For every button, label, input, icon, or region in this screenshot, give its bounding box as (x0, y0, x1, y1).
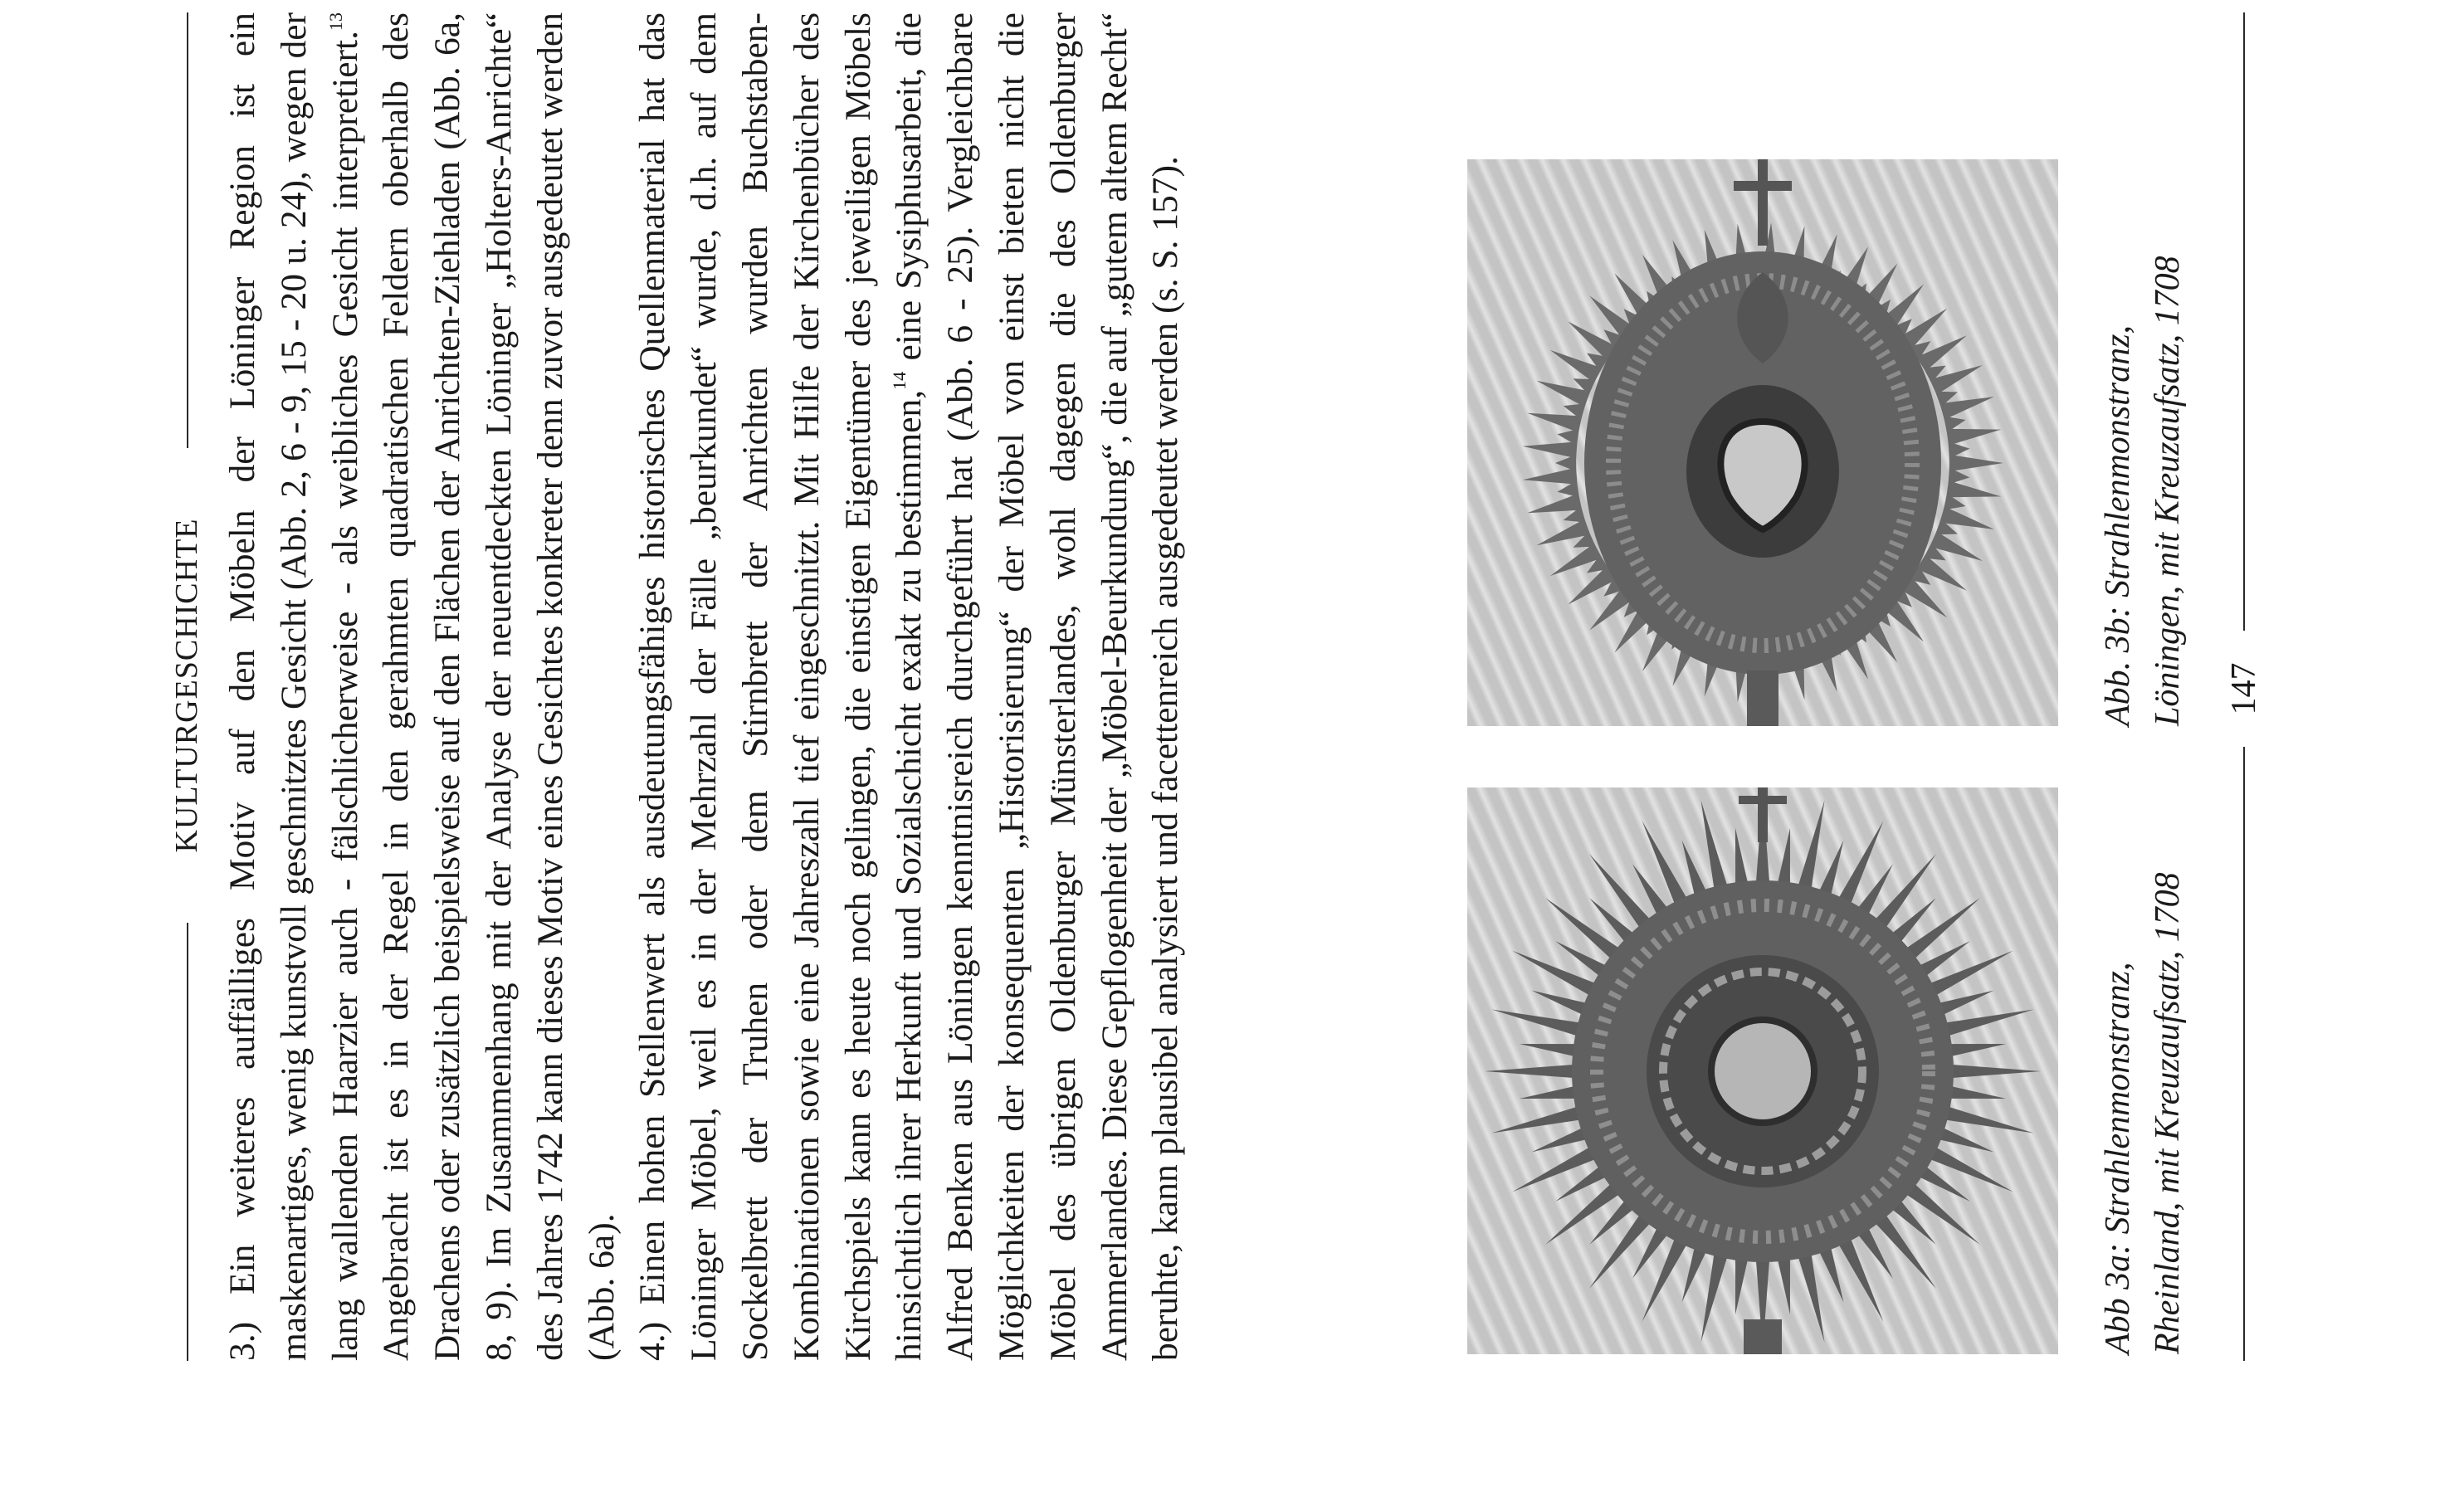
paragraph-4 (627, 12, 1192, 1361)
paragraph-3 (217, 12, 627, 1361)
monstrance-rheinland-illustration (1467, 787, 2058, 1354)
monstrance-ray (1527, 494, 1582, 514)
monstrance-lunula (1711, 1020, 1814, 1123)
paragraph-3-continued: Angebracht ist es in der Regel in den gerahmten quadratischen Feldern oberhalb des Drachens oder zusätzlich beispielsweise auf den Flächen der Anrichten-Ziehladen (Abb. 6a, 8, 9). Im Zusammenhang mit der Analyse der neuentdeckten Löninger „Holters-Anrichte“ des Jahres 1742 kann dieses Motiv eines Gesichtes konkreter denn zuvor ausgedeutet werden (Abb. 6a). (376, 12, 622, 1361)
figure-caption-3b (2093, 159, 2193, 726)
caption-3b-line-1: Abb. 3b: Strahlenmonstranz, (2099, 325, 2137, 726)
monstrance-cross-stem (1758, 159, 1768, 246)
monstrance-ray (1523, 441, 1578, 458)
footer-rule-right (2243, 12, 2245, 631)
footer-rule-left (2243, 747, 2245, 1361)
monstrance-stem (1744, 1319, 1782, 1354)
paragraph-4-text: 4.) Einen hohen Stellenwert als ausdeutungsfähiges historisches Quellenmaterial hat das Löninger Möbel, weil es in der Mehrzahl der Fälle „beurkundet“ wurde, d.h. auf dem Sockelbrett der Truhen oder dem Stirnbrett der Anrichten wurden Buchstaben-Kombinationen sowie eine Jahreszahl tief eingeschnitzt. Mit Hilfe der Kirchenbücher des Kirchspiels kann es heute noch gelingen, die einstigen Eigentümer des jeweiligen Möbels hinsichtlich ihrer Herkunft und Sozialschicht exakt zu bestimmen, (632, 12, 929, 1361)
monstrance-cross-stem (1758, 787, 1768, 842)
body-text (217, 12, 1192, 1361)
page-footer (2224, 12, 2264, 1361)
caption-3b-line-2: Löningen, mit Kreuzaufsatz, 1708 (2149, 256, 2187, 726)
footnote-ref-13: 13 (324, 12, 346, 31)
monstrance-ray (1916, 555, 1967, 591)
monstrance-ray (1946, 429, 2001, 446)
running-header (170, 12, 203, 1361)
monstrance-ray (1916, 335, 1967, 371)
header-rule-right (187, 12, 188, 448)
monstrance-ray (1527, 413, 1582, 433)
monstrance-ray (1949, 441, 1970, 458)
section-title: KULTURGESCHICHTE (169, 518, 204, 853)
photo-monstrance-loeningen (1467, 159, 2058, 726)
monstrance-ray (1946, 480, 2001, 497)
monstrance-ray (1949, 455, 2003, 471)
monstrance-stem (1747, 670, 1778, 726)
page-number: 147 (2225, 662, 2263, 715)
caption-3a-line-2: Rheinland, mit Kreuzaufsatz, 1708 (2149, 872, 2187, 1354)
monstrance-cross-bar (1739, 796, 1787, 804)
paragraph-3-text: 3.) Ein weiteres auffälliges Motiv auf den Möbeln der Löninger Region ist ein maskenartiges, wenig kunstvoll geschnitztes Gesicht (Abb. 2, 6 - 9, 15 - 20 u. 24), wegen der lang wallenden Haarzier auch - fälschlicherweise - als weibliches Gesicht interpretiert. (222, 12, 365, 1361)
paragraph-4-continued: eine Sysiphusarbeit, die Alfred Benken aus Löningen kenntnisreich durchgeführt hat (Abb. 6 - 25). Vergleichbare Möglichkeiten der konsequenten „Historisierung“ der Möbel von einst bieten nicht die Möbel des übrigen Oldenburger Münsterlandes, wohl dagegen die des Oldenburger Ammerlandes. Diese Gepflogenheit der „Möbel-Beurkundung“, die auf „gutem altem Recht“ beruhte, kann plausibel analysiert und facettenreich ausgedeutet werden (s. S. 157). (889, 12, 1186, 1361)
caption-3a-line-1: Abb 3a: Strahlenmonstranz, (2099, 962, 2137, 1354)
monstrance-ray (1523, 468, 1578, 485)
monstrance-loeningen-illustration (1467, 159, 2058, 726)
photo-monstrance-rheinland (1467, 787, 2058, 1354)
monstrance-cross-bar (1734, 181, 1792, 191)
header-rule-left (187, 923, 188, 1361)
footnote-ref-14: 14 (889, 371, 910, 390)
figure-caption-3a (2093, 787, 2193, 1354)
